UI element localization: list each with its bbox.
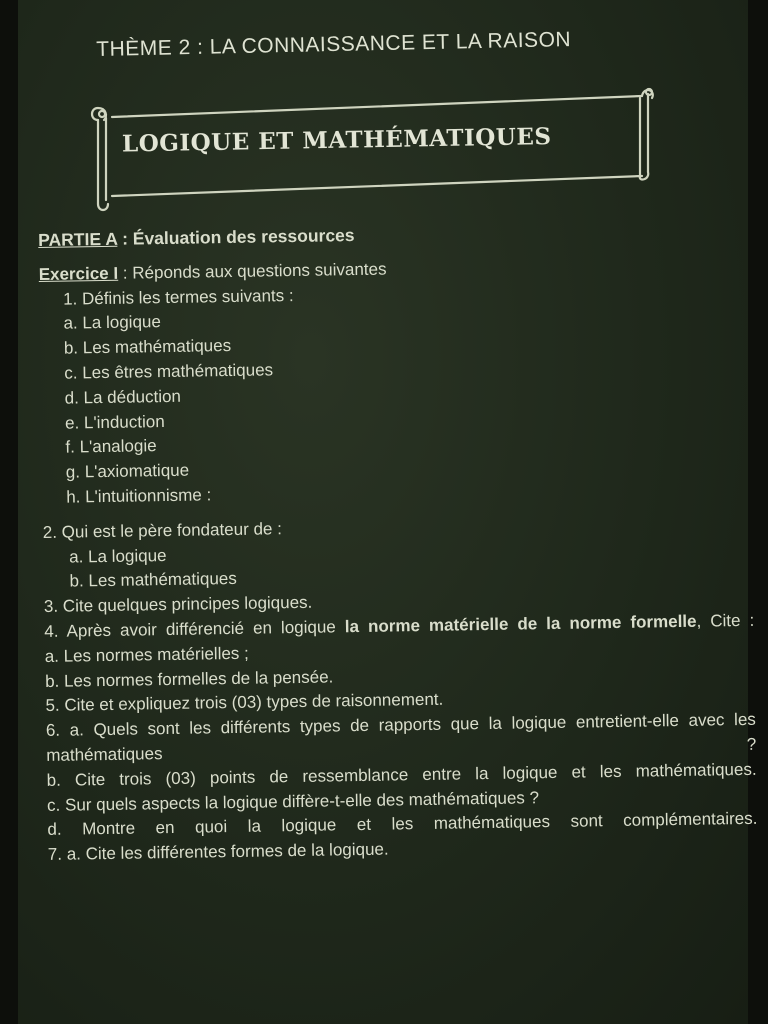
question-2: 2. Qui est le père fondateur de :	[42, 518, 283, 542]
list-item: g. L'axiomatique	[65, 460, 190, 482]
list-item: b. Les mathématiques	[63, 336, 232, 358]
partie-heading	[38, 217, 748, 253]
question-4-end: , Cite :	[696, 610, 755, 631]
list-item: e. L'induction	[64, 411, 165, 433]
question-5: 5. Cite et expliquez trois (03) types de raisonnement.	[45, 690, 444, 716]
question-1: 1. Définis les termes suivants :	[62, 285, 294, 309]
exercice-text: : Réponds aux questions suivantes	[117, 259, 387, 283]
list-item: a. La logique	[63, 312, 162, 334]
question-4-text: 4. Après avoir différencié en logique	[44, 617, 345, 641]
question-6a: 6. a. Quels sont les différents types de rapports que la logique entretient-elle avec les mathématiques ?	[45, 709, 757, 765]
banner-title: LOGIQUE ET MATHÉMATIQUES	[121, 123, 552, 158]
title-banner	[82, 84, 654, 214]
question-4-bold: la norme matérielle de la norme formelle	[344, 611, 697, 637]
question-7: 7. a. Cite les différentes formes de la logique.	[47, 839, 389, 865]
theme-title: THÈME 2 : LA CONNAISSANCE ET LA RAISON	[96, 28, 572, 61]
list-item: d. La déduction	[64, 386, 182, 408]
exercice-label: Exercice I	[38, 263, 119, 284]
question-6b: b. Cite trois (03) points de ressemblance entre la logique et les mathématiques.	[46, 759, 757, 790]
list-item: a. La logique	[69, 545, 167, 567]
list-item: c. Les êtres mathématiques	[64, 360, 274, 383]
partie-label: PARTIE A	[38, 228, 118, 250]
question-6d: d. Montre en quoi la logique et les mathématiques sont complémentaires.	[47, 809, 758, 840]
question-6c: c. Sur quels aspects la logique diffère-t-elle des mathématiques ?	[46, 787, 540, 815]
list-item: h. L'intuitionnisme :	[66, 485, 212, 507]
question-3: 3. Cite quelques principes logiques.	[43, 592, 313, 617]
list-item: b. Les normes formelles de la pensée.	[44, 666, 334, 691]
partie-text: : Évaluation des ressources	[117, 225, 355, 249]
list-item: f. L'analogie	[65, 436, 157, 457]
list-item: a. Les normes matérielles ;	[44, 643, 249, 666]
document-page	[18, 0, 758, 1024]
document-body	[38, 217, 758, 868]
list-item: b. Les mathématiques	[69, 569, 237, 591]
